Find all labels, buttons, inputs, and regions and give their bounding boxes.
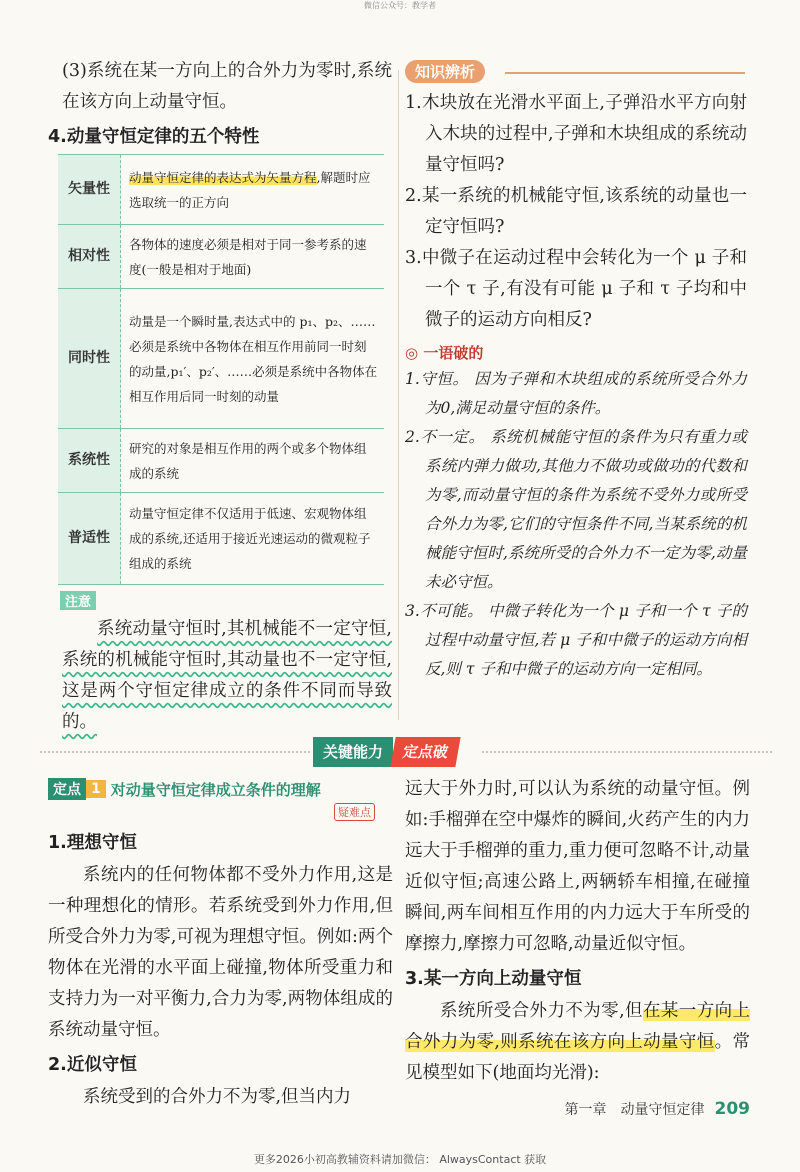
answer-heading: ◎ 一语破的: [405, 344, 484, 362]
note-text: 系统动量守恒时,其机械能不一定守恒,系统的机械能守恒时,其动量也不一定守恒,这是两个守恒定律成立的条件不同而导致的。: [62, 619, 392, 732]
table-row: [58, 225, 384, 289]
banner-rule-right: [482, 751, 772, 753]
target-icon: ◎: [405, 344, 424, 362]
bottom-right-column: [405, 774, 750, 1089]
answer-3: 3.不可能。 中微子转化为一个 μ 子和一个 τ 子的过程中动量守恒,若 μ 子和中微子的运动方向相反,则 τ 子和中微子的运动方向一定相同。: [405, 602, 747, 678]
bottom-left-column: [48, 824, 393, 1113]
traits-table: [58, 154, 384, 585]
page-footer: [565, 1099, 751, 1119]
table-row: [58, 155, 384, 225]
five-traits-heading: 4.动量守恒定律的五个特性: [48, 127, 260, 147]
ideal-heading: 1.理想守恒: [48, 833, 137, 853]
chapter-label: 第一章 动量守恒定律: [564, 1102, 705, 1118]
trait-value: 动量是一个瞬时量,表达式中的 p₁、p₂、……必须是系统中各物体在相互作用前同一时刻的动量,p₁′、p₂′、……必须是系统中各物体在相互作用后同一时刻的动量: [121, 289, 385, 429]
question-2: 2.某一系统的机械能守恒,该系统的动量也一定守恒吗?: [405, 186, 747, 237]
tag-label: 定点: [48, 778, 86, 800]
approx-text: 系统受到的合外力不为零,但当内力: [83, 1087, 352, 1107]
trait-value: 研究的对象是相互作用的两个或多个物体组成的系统: [121, 429, 385, 493]
trait-key: 普适性: [58, 493, 121, 585]
question-1: 1.木块放在光滑水平面上,子弹沿水平方向射入木块的过程中,子弹和木块组成的系统动量守恒吗?: [405, 93, 747, 175]
paragraph-3: (3)系统在某一方向上的合外力为零时,系统在该方向上动量守恒。: [62, 61, 392, 112]
knowledge-bubble: 知识辨析: [405, 60, 485, 83]
left-column: [48, 56, 392, 738]
banner-part2: 定点破: [390, 737, 460, 767]
section-title: 对动量守恒定律成立条件的理解: [110, 780, 321, 799]
trait-key: 同时性: [58, 289, 121, 429]
direction-heading: 3.某一方向上动量守恒: [405, 969, 582, 989]
answer-1: 1.守恒。 因为子弹和木块组成的系统所受合外力为0,满足动量守恒的条件。: [405, 370, 747, 417]
highlighted-text: 在某一方向上合外力为零,则系统在该方向上动量守恒: [405, 1001, 751, 1052]
banner-rule-left: [40, 751, 310, 753]
section-banner: [313, 737, 458, 767]
page-number: 209: [714, 1099, 750, 1119]
bubble-rule: [505, 72, 745, 74]
trait-value: 各物体的速度必须是相对于同一参考系的速度(一般是相对于地面): [121, 225, 385, 289]
table-row: [58, 493, 384, 585]
tag-number: 1: [86, 780, 106, 798]
table-row: [58, 289, 384, 429]
approx-heading: 2.近似守恒: [48, 1055, 137, 1075]
trait-key: 矢量性: [58, 155, 121, 225]
question-3: 3.中微子在运动过程中会转化为一个 μ 子和一个 τ 子,有没有可能 μ 子和 τ 子均和中微子的运动方向相反?: [405, 248, 747, 330]
direction-text: 系统所受合外力不为零,但在某一方向上合外力为零,则系统在该方向上动量守恒。常见模型如下(地面均光滑):: [405, 1001, 751, 1083]
banner-part1: 关键能力: [313, 737, 393, 767]
section-tag: [48, 778, 321, 800]
column-divider: [398, 70, 399, 720]
trait-key: 相对性: [58, 225, 121, 289]
right-column: [405, 60, 747, 684]
trait-value: 动量守恒定律的表达式为矢量方程,解题时应选取统一的正方向: [121, 155, 385, 225]
answer-2: 2.不一定。 系统机械能守恒的条件为只有重力或系统内弹力做功,其他力不做功或做功的代数和为零,而动量守恒的条件为系统不受外力或所受合外力为零,它们的守恒条件不同,当某系统的机械能守恒时,系统所受的合外力不一定为零,动量未必守恒。: [405, 428, 747, 591]
difficulty-badge: 疑难点: [334, 803, 375, 821]
table-row: [58, 429, 384, 493]
ideal-text: 系统内的任何物体都不受外力作用,这是一种理想化的情形。若系统受到外力作用,但所受合外力为零,可视为理想守恒。例如:两个物体在光滑的水平面上碰撞,物体所受重力和支持力为一对平衡力,合力为零,两物体组成的系统动量守恒。: [48, 865, 393, 1040]
highlighted-text: 动量守恒定律的表达式为矢量方程: [129, 169, 317, 185]
trait-value: 动量守恒定律不仅适用于低速、宏观物体组成的系统,还适用于接近光速运动的微观粒子组成的系统: [121, 493, 385, 585]
approx-text-cont: 远大于外力时,可以认为系统的动量守恒。例如:手榴弹在空中爆炸的瞬间,火药产生的内力远大于手榴弹的重力,重力便可忽略不计,动量近似守恒;高速公路上,两辆轿车相撞,在碰撞瞬间,两车间相互作用的内力远大于车所受的摩擦力,摩擦力可忽略,动量近似守恒。: [405, 779, 750, 954]
note-tag: 注意: [60, 591, 96, 610]
top-watermark: 微信公众号：教学者: [364, 1, 436, 10]
trait-key: 系统性: [58, 429, 121, 493]
bottom-watermark: 更多2026小初高教辅资料请加微信： AlwaysContact 获取: [253, 1153, 547, 1166]
